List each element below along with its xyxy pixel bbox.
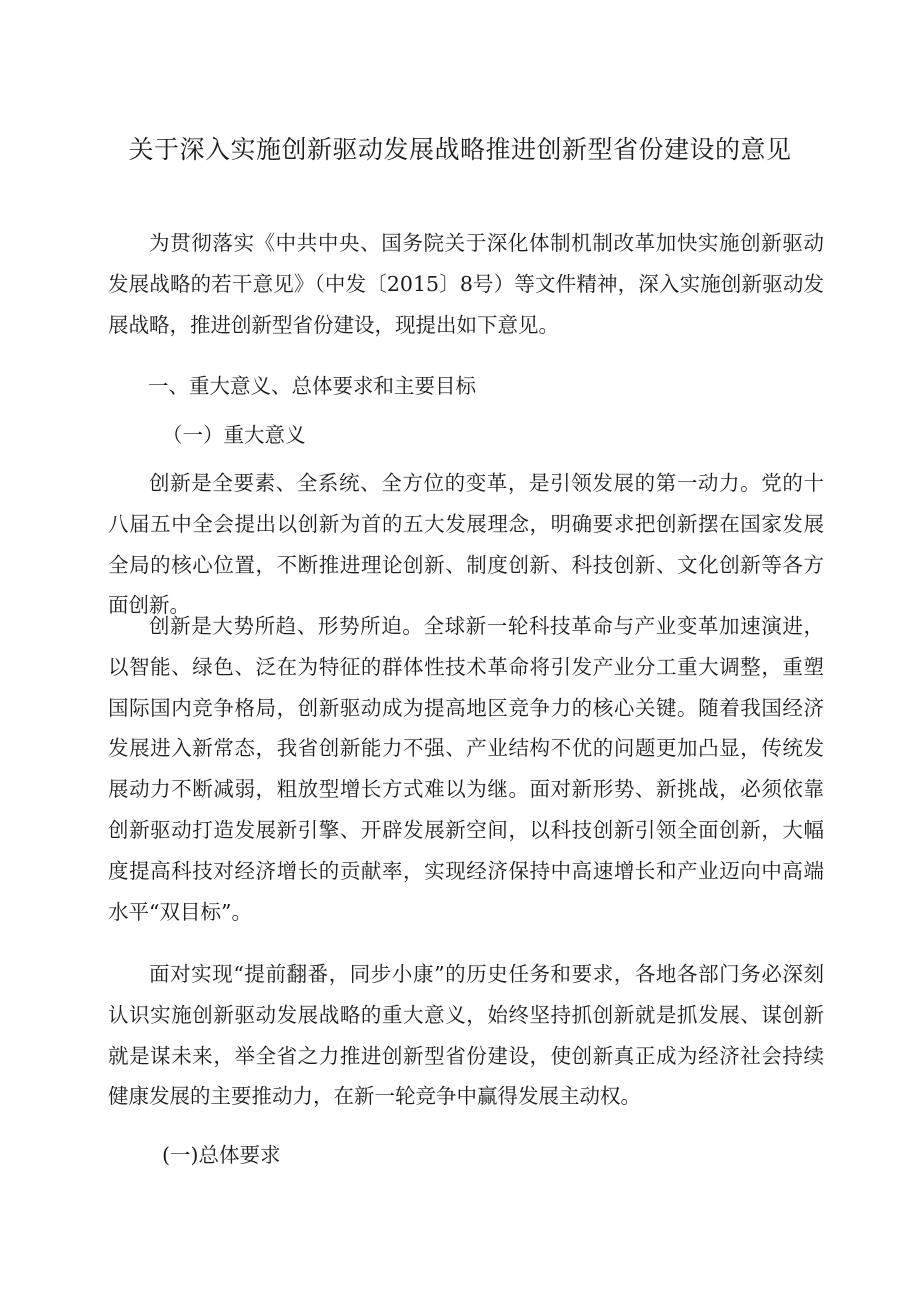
document-title: 关于深入实施创新驱动发展战略推进创新型省份建设的意见: [128, 135, 792, 164]
body-paragraph: 面对实现“提前翻番，同步小康”的历史任务和要求，各地各部门务必深刻认识实施创新驱动发展战略的重大意义，始终坚持抓创新就是抓发展、谋创新就是谋未来，举全省之力推进创新型省份建设，使创新真正成为经济社会持续健康发展的主要推动力，在新一轮竞争中赢得发展主动权。: [108, 962, 824, 1109]
section-heading: 一、重大意义、总体要求和主要目标: [148, 374, 476, 398]
subsection-heading: (一)总体要求: [162, 1143, 281, 1167]
subsection-heading: （一）重大意义: [162, 423, 306, 447]
intro-paragraph: 为贯彻落实《中共中央、国务院关于深化体制机制改革加快实施创新驱动发展战略的若干意见》（中发〔2015〕8号）等文件精神，深入实施创新驱动发展战略，推进创新型省份建设，现提出如下意见。: [108, 231, 824, 337]
body-paragraph: 创新是大势所趋、形势所迫。全球新一轮科技革命与产业变革加速演进，以智能、绿色、泛在为特征的群体性技术革命将引发产业分工重大调整，重塑国际国内竞争格局，创新驱动成为提高地区竞争力的核心关键。随着我国经济发展进入新常态，我省创新能力不强、产业结构不优的问题更加凸显，传统发展动力不断减弱，粗放型增长方式难以为继。面对新形势、新挑战，必须依靠创新驱动打造发展新引擎、开辟发展新空间，以科技创新引领全面创新，大幅度提高科技对经济增长的贡献率，实现经济保持中高速增长和产业迈向中高端水平“双目标”。: [108, 614, 824, 924]
body-paragraph: 创新是全要素、全系统、全方位的变革，是引领发展的第一动力。党的十八届五中全会提出以创新为首的五大发展理念，明确要求把创新摆在国家发展全局的核心位置，不断推进理论创新、制度创新、科技创新、文化创新等各方面创新。: [108, 471, 824, 618]
